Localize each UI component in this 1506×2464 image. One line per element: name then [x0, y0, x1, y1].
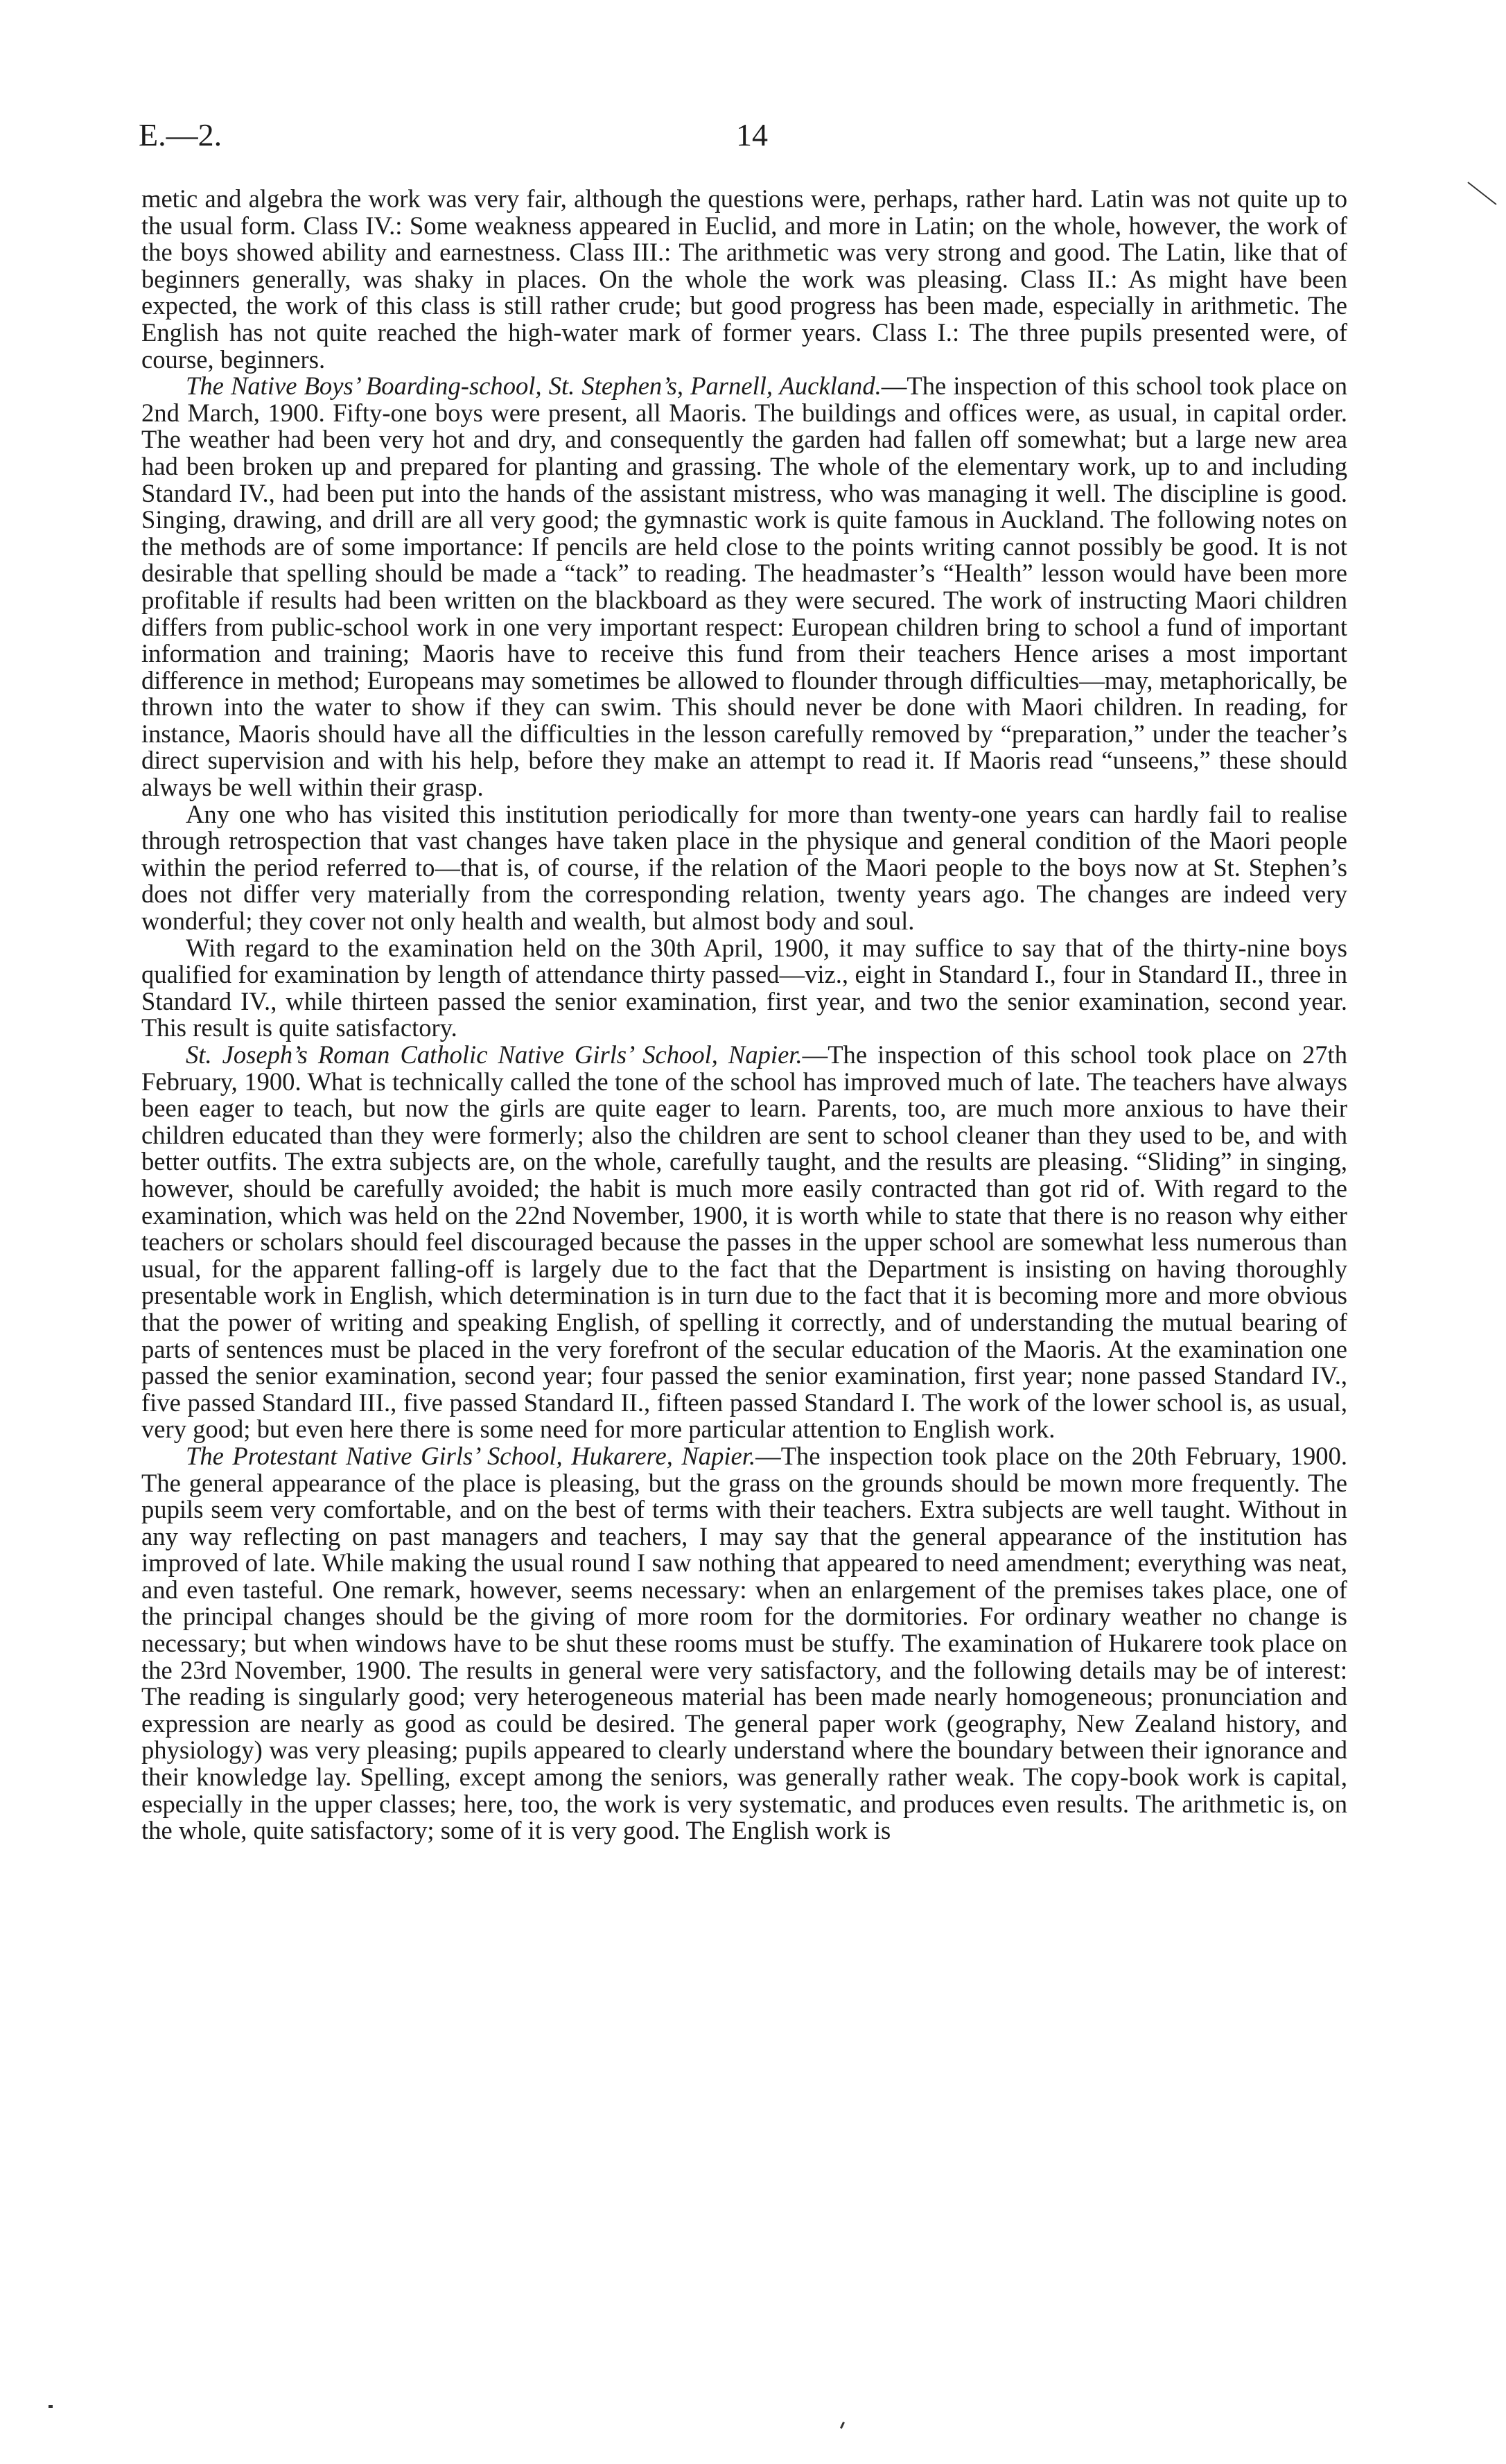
paragraph-text: Any one who has visited this institution periodically for more than twenty-one years can hardly fail to realise through retrospection that vast changes have taken place in the physique and general condition of the Maori people within the period referred to—that is, of course, if the relation of the Maori people to the boys now at St. Stephen’s does not differ very materially from the corresponding relation, twenty years ago. The changes are indeed very wonderful; they cover not only health and wealth, but almost body and soul. — [141, 799, 1347, 936]
scan-mark — [1467, 182, 1496, 205]
page-header — [139, 116, 1372, 158]
page-body — [141, 186, 1347, 1844]
section-heading-hukarere: The Protestant Native Girls’ School, Hukarere, Napier. — [186, 1441, 756, 1470]
paragraph-st-stephens — [141, 373, 1347, 801]
page-number: 14 — [736, 117, 768, 152]
scan-mark — [840, 2422, 845, 2429]
paragraph-text: metic and algebra the work was very fair, although the questions were, perhaps, rather hard. Latin was not quite up to the usual form. Class IV.: Some weakness appeared in Euclid, and more in Latin; on the whole, however, the work of the boys showed ability and earnestness. Class III.: The arithmetic was very strong and good. The Latin, like that of beginners generally, was shaky in places. On the whole the work was pleasing. Class II.: As might have been expected, the work of this class is still rather crude; but good progress has been made, especially in arithmetic. The English has not quite reached the high-water mark of former years. Class I.: The three pupils presented were, of course, beginners. — [141, 184, 1347, 374]
paragraph-retrospection — [141, 801, 1347, 935]
paragraph-continuation — [141, 186, 1347, 373]
section-heading-st-josephs: St. Joseph’s Roman Catholic Native Girls’ School, Napier. — [186, 1040, 803, 1069]
paragraph-text: —The inspection took place on the 20th February, 1900. The general appearance of the place is pleasing, but the grass on the grounds should be mown more frequently. The pupils seem very comfortable, and on the best of terms with their teachers. Extra subjects are well taught. Without in any way reflecting on past managers and teachers, I may say that the general appearance of the institution has improved of late. While making the usual round I saw nothing that appeared to need amendment; everything was neat, and even tasteful. One remark, however, seems necessary: when an enlargement of the premises takes place, one of the principal changes should be the giving of more room for the dormitories. For ordinary weather no change is necessary; but when windows have to be shut these rooms must be stuffy. The examination of Hukarere took place on the 23rd November, 1900. The results in general were very satisfactory, and the following details may be of interest: The reading is singularly good; very heterogeneous material has been made nearly homogeneous; pronunciation and expression are nearly as good as could be desired. The general paper work (geography, New Zealand history, and physiology) was very pleasing; pupils appeared to clearly understand where the boundary between their ignorance and their knowledge lay. Spelling, except among the seniors, was generally rather weak. The copy-book work is capital, especially in the upper classes; here, too, the work is very systematic, and produces even results. The arithmetic is, on the whole, quite satisfactory; some of it is very good. The English work is — [141, 1441, 1348, 1845]
paragraph-hukarere — [141, 1443, 1347, 1844]
document-code: E.—2. — [139, 117, 222, 152]
paragraph-examination-results — [141, 935, 1347, 1042]
section-heading-st-stephens: The Native Boys’ Boarding-school, St. Stephen’s, Parnell, Auckland. — [186, 372, 882, 401]
paragraph-text: —The inspection of this school took place on 2nd March, 1900. Fifty-one boys were present, all Maoris. The buildings and offices were, as usual, in capital order. The weather had been very hot and dry, and consequently the garden had fallen off somewhat; but a large new area had been broken up and prepared for planting and grassing. The whole of the elementary work, up to and including Standard IV., had been put into the hands of the assistant mistress, who was managing it well. The discipline is good. Singing, drawing, and drill are all very good; the gymnastic work is quite famous in Auckland. The following notes on the methods are of some importance: If pencils are held close to the points writing cannot possibly be good. It is not desirable that spelling should be made a “tack” to reading. The headmaster’s “Health” lesson would have been more profitable if results had been written on the blackboard as they were secured. The work of instructing Maori children differs from public-school work in one very important respect: European children bring to school a fund of important information and training; Maoris have to receive this fund from their teachers Hence arises a most important difference in method; Europeans may sometimes be allowed to flounder through difficulties—may, metaphorically, be thrown into the water to show if they can swim. This should never be done with Maori children. In reading, for instance, Maoris should have all the difficulties in the lesson carefully removed by “preparation,” under the teacher’s direct supervision and with his help, before they make an attempt to read it. If Maoris read “unseens,” these should always be well within their grasp. — [141, 372, 1347, 802]
paragraph-st-josephs — [141, 1042, 1347, 1443]
scan-mark — [49, 2405, 53, 2408]
paragraph-text: With regard to the examination held on the 30th April, 1900, it may suffice to say that of the thirty-nine boys qualified for examination by length of attendance thirty passed—viz., eight in Standard I., four in Standard II., three in Standard IV., while thirteen passed the senior examination, first year, and two the senior examination, second year. This result is quite satisfactory. — [141, 933, 1347, 1042]
paragraph-text: —The inspection of this school took place on 27th February, 1900. What is technically called the tone of the school has improved much of late. The teachers have always been eager to teach, but now the girls are quite eager to learn. Parents, too, are much more anxious to have their children educated than they were formerly; also the children are sent to school cleaner than they used to be, and with better outfits. The extra subjects are, on the whole, carefully taught, and the results are pleasing. “Sliding” in singing, however, should be carefully avoided; the habit is much more easily contracted than got rid of. With regard to the examination, which was held on the 22nd November, 1900, it is worth while to state that there is no reason why either teachers or scholars should feel discouraged because the passes in the upper school are somewhat less numerous than usual, for the apparent falling-off is largely due to the fact that the Department is insisting on having thoroughly presentable work in English, which determination is in turn due to the fact that it is becoming more and more obvious that the power of writing and speaking English, of spelling it correctly, and of understanding the mutual bearing of parts of sentences must be placed in the very forefront of the secular education of the Maoris. At the examination one passed the senior examination, second year; four passed the senior examination, first year; none passed Standard IV., five passed Standard III., five passed Standard II., fifteen passed Standard I. The work of the lower school is, as usual, very good; but even here there is some need for more particular attention to English work. — [141, 1040, 1347, 1444]
